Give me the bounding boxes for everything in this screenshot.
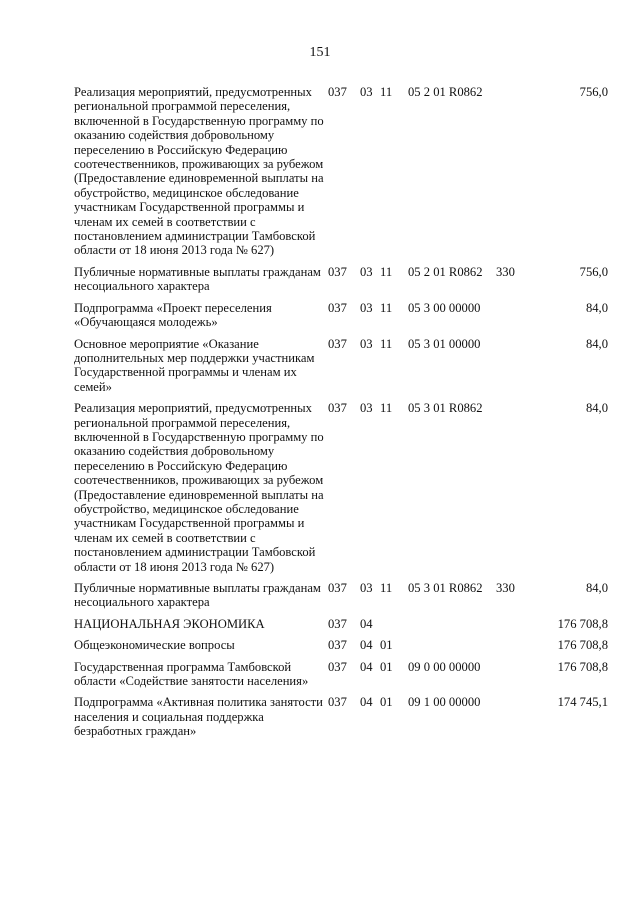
table-row — [74, 581, 614, 610]
row-name: Реализация мероприятий, предусмотренных региональной программой переселения, включенной в Государственную программу по оказанию содействия добровольному переселению в Российскую Федерацию соотечественников, проживающих за рубежом (Предоставление единовременной выплаты на обустройство, медицинское обследование участникам Государственной программы и членам их семей в соответствии с постановлением администрации Тамбовской области от 18 июня 2013 года № 627) — [74, 401, 324, 574]
page-number: 151 — [309, 45, 331, 60]
row-subsection: 01 — [380, 638, 393, 653]
row-subsection: 11 — [380, 85, 393, 99]
row-amount: 84,0 — [585, 336, 608, 351]
table-row — [74, 695, 614, 738]
row-amount: 84,0 — [585, 581, 608, 595]
row-gov-code: 037 — [328, 616, 347, 631]
row-target-code: 05 3 01 00000 — [408, 336, 481, 351]
row-subsection: 11 — [380, 264, 393, 279]
table-row — [74, 301, 614, 330]
row-gov-code: 037 — [328, 85, 347, 99]
row-amount: 84,0 — [585, 401, 608, 416]
row-subsection: 01 — [380, 659, 393, 674]
table-row — [74, 337, 614, 395]
row-name: Реализация мероприятий, предусмотренных региональной программой переселения, включенной в Государственную программу по оказанию содействия добровольному переселению в Российскую Федерацию соотечественников, проживающих за рубежом (Предоставление единовременной выплаты на обустройство, медицинское обследование участникам Государственной программы и членам их семей в соответствии с постановлением администрации Тамбовской области от 18 июня 2013 года № 627) — [74, 85, 324, 258]
row-amount: 174 745,1 — [557, 695, 608, 710]
table-row — [74, 265, 614, 294]
row-name: Подпрограмма «Активная политика занятости населения и социальная поддержка безработных граждан» — [74, 695, 323, 739]
row-section: 03 — [360, 85, 373, 99]
row-expense-kind: 330 — [496, 264, 515, 279]
table-row — [74, 617, 614, 631]
row-amount: 176 708,8 — [557, 616, 608, 631]
table-row — [74, 660, 614, 689]
row-gov-code: 037 — [328, 638, 347, 653]
row-section: 04 — [360, 638, 373, 653]
row-target-code: 05 2 01 R0862 — [408, 85, 483, 99]
row-amount: 176 708,8 — [557, 638, 608, 653]
row-target-code: 05 3 00 00000 — [408, 300, 481, 315]
row-subsection: 11 — [380, 401, 393, 416]
table-row — [74, 401, 614, 574]
table-row — [74, 85, 614, 258]
row-section: 04 — [360, 616, 373, 631]
row-target-code: 05 3 01 R0862 — [408, 581, 483, 595]
row-section: 03 — [360, 336, 373, 351]
row-expense-kind: 330 — [496, 581, 515, 595]
row-name: НАЦИОНАЛЬНАЯ ЭКОНОМИКА — [74, 616, 265, 631]
row-section: 03 — [360, 264, 373, 279]
row-gov-code: 037 — [328, 401, 347, 416]
row-name: Публичные нормативные выплаты гражданам несоциального характера — [74, 264, 321, 294]
row-subsection: 11 — [380, 300, 393, 315]
row-name: Подпрограмма «Проект переселения «Обучающаяся молодежь» — [74, 300, 272, 330]
row-subsection: 11 — [380, 581, 393, 595]
row-gov-code: 037 — [328, 695, 347, 710]
row-name: Публичные нормативные выплаты гражданам несоциального характера — [74, 581, 321, 610]
row-section: 04 — [360, 695, 373, 710]
row-subsection: 11 — [380, 336, 393, 351]
row-gov-code: 037 — [328, 581, 347, 595]
row-amount: 176 708,8 — [557, 659, 608, 674]
row-section: 04 — [360, 659, 373, 674]
row-section: 03 — [360, 581, 373, 595]
row-amount: 756,0 — [579, 85, 608, 99]
row-target-code: 05 3 01 R0862 — [408, 401, 483, 416]
row-subsection: 01 — [380, 695, 393, 710]
table-row — [74, 638, 614, 652]
row-name: Основное мероприятие «Оказание дополнительных мер поддержки участникам Государственной программы и членам их семей» — [74, 336, 315, 394]
row-section: 03 — [360, 300, 373, 315]
budget-table — [74, 85, 614, 746]
row-target-code: 05 2 01 R0862 — [408, 264, 483, 279]
row-target-code: 09 1 00 00000 — [408, 695, 481, 710]
row-name: Государственная программа Тамбовской области «Содействие занятости населения» — [74, 659, 309, 689]
row-gov-code: 037 — [328, 264, 347, 279]
row-amount: 84,0 — [585, 300, 608, 315]
row-gov-code: 037 — [328, 659, 347, 674]
row-target-code: 09 0 00 00000 — [408, 659, 481, 674]
row-gov-code: 037 — [328, 300, 347, 315]
row-gov-code: 037 — [328, 336, 347, 351]
row-amount: 756,0 — [579, 264, 608, 279]
row-section: 03 — [360, 401, 373, 416]
row-name: Общеэкономические вопросы — [74, 638, 235, 653]
